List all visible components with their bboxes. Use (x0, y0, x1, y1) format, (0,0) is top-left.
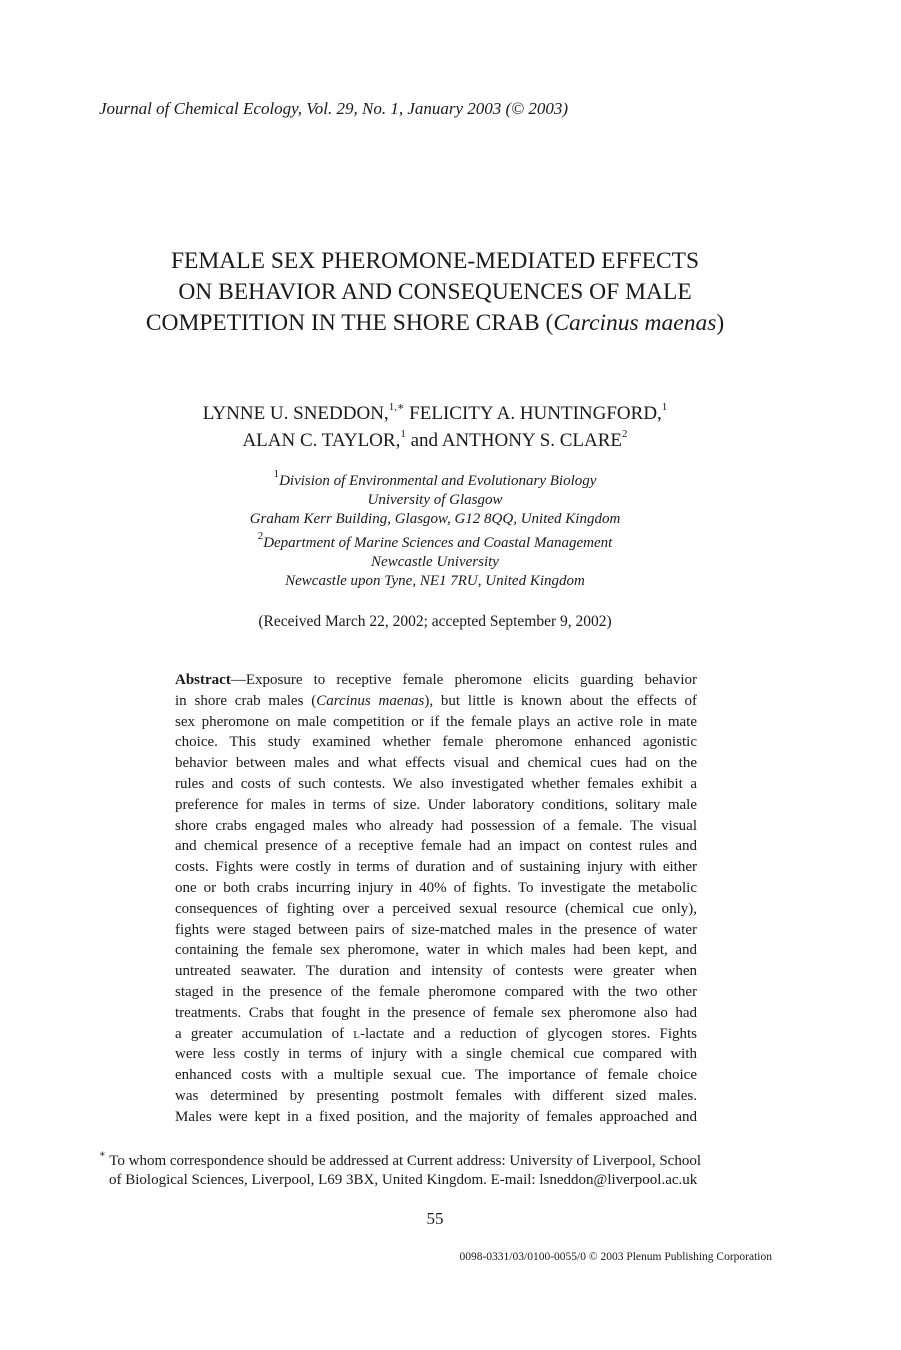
received-dates: (Received March 22, 2002; accepted September 9, 2002) (258, 613, 612, 630)
abstract-line: staged in the presence of the female pheromone compared with the two other (175, 983, 697, 1000)
abstract-line: costs. Fights were costly in terms of duration and of sustaining injury with either (175, 859, 697, 876)
abstract-line: untreated seawater. The duration and intensity of contests were greater when (175, 963, 697, 980)
abstract-line-18c: -lactate and a reduction of glycogen stores. Fights (360, 1025, 698, 1042)
abstract-line: Males were kept in a fixed position, and the majority of females approached and (175, 1108, 697, 1125)
abstract-line: was determined by presenting postmolt females with different sized males. (175, 1087, 697, 1104)
authors-line-2 (100, 427, 770, 454)
footnote-line-1 (99, 1149, 779, 1171)
author-1-affiliation-mark: 1,∗ (388, 400, 405, 413)
title-line-3-suffix: ) (716, 310, 725, 336)
author-list (100, 400, 770, 454)
abstract-line: fights were staged between pairs of size-matched males in the presence of water (175, 921, 697, 938)
affiliation-2-department: Department of Marine Sciences and Coastal Management (263, 535, 613, 551)
affiliation-2-line-2: Newcastle University (371, 554, 499, 570)
title-line-1: FEMALE SEX PHEROMONE-MEDIATED EFFECTS (170, 248, 700, 274)
title-line-3 (100, 308, 770, 339)
abstract-line: containing the female sex pheromone, water in which males had been kept, and (175, 942, 697, 959)
author-3-affiliation-mark: 1 (400, 427, 406, 440)
abstract-line: behavior between males and what effects visual and chemical cues had on the (175, 755, 697, 772)
title-species: Carcinus maenas (553, 310, 717, 336)
footnote-line-2: of Biological Sciences, Liverpool, L69 3BX, United Kingdom. E-mail: lsneddon@liverpool.ac.uk (109, 1172, 698, 1188)
abstract-line (175, 1024, 697, 1045)
abstract-label: Abstract (175, 672, 231, 688)
affiliation-2 (100, 530, 770, 591)
abstract-line-2c: ), but little is known about the effects of (424, 692, 698, 709)
abstract-line-2a: in shore crab males ( (175, 692, 317, 709)
affiliation-2-line-1 (100, 530, 770, 553)
copyright-line: 0098-0331/03/0100-0055/0 © 2003 Plenum Publishing Corporation (459, 1251, 772, 1263)
title-line-3-prefix: COMPETITION IN THE SHORE CRAB ( (145, 310, 554, 336)
abstract-species: Carcinus maenas (316, 692, 425, 709)
correspondence-footnote (99, 1149, 779, 1190)
abstract-line-1-text: —Exposure to receptive female pheromone elicits guarding behavior (230, 672, 697, 688)
title-line-2: ON BEHAVIOR AND CONSEQUENCES OF MALE (178, 279, 692, 305)
author-3-name: ALAN C. TAYLOR, (242, 430, 401, 451)
abstract-line: sex pheromone on male competition or if the female plays an active role in mate (175, 713, 697, 730)
abstract (175, 670, 697, 1128)
affiliation-1-mark: 1 (273, 468, 280, 480)
author-2-affiliation-mark: 1 (661, 400, 668, 413)
abstract-line: enhanced costs with a multiple sexual cue. The importance of female choice (175, 1067, 697, 1084)
affiliation-1-department: Division of Environmental and Evolutionary Biology (279, 473, 597, 489)
footnote-marker: ∗ (99, 1149, 106, 1160)
abstract-line: one or both crabs incurring injury in 40% of fights. To investigate the metabolic (175, 879, 697, 896)
abstract-line (175, 670, 697, 691)
abstract-l-prefix: l (353, 1025, 360, 1042)
paper-title (100, 246, 770, 339)
affiliation-1 (100, 468, 770, 529)
abstract-line: choice. This study examined whether female pheromone enhanced agonistic (175, 734, 697, 751)
affiliation-1-line-1 (100, 468, 770, 491)
abstract-line: were less costly in terms of injury with a single chemical cue compared with (175, 1046, 697, 1063)
abstract-line (175, 691, 697, 712)
footnote-line-1-text: To whom correspondence should be addressed at Current address: University of Liverpool, School (105, 1153, 701, 1169)
page-number: 55 (426, 1209, 444, 1228)
author-4-name: and ANTHONY S. CLARE (410, 430, 623, 451)
author-1-name: LYNNE U. SNEDDON, (202, 403, 389, 424)
abstract-line: and chemical presence of a receptive female had an impact on contest rules and (175, 838, 697, 855)
abstract-line: preference for males in terms of size. Under laboratory conditions, solitary male (175, 796, 697, 813)
affiliation-2-mark: 2 (257, 530, 264, 542)
abstract-line: treatments. Crabs that fought in the presence of female sex pheromone also had (175, 1004, 697, 1021)
affiliation-1-line-3: Graham Kerr Building, Glasgow, G12 8QQ, United Kingdom (249, 511, 621, 527)
abstract-line: shore crabs engaged males who already had possession of a female. The visual (175, 817, 697, 834)
journal-citation: Journal of Chemical Ecology, Vol. 29, No. 1, January 2003 (© 2003) (99, 99, 569, 118)
author-4-affiliation-mark: 2 (622, 427, 628, 440)
abstract-line: consequences of fighting over a perceived sexual resource (chemical cue only), (175, 900, 697, 917)
abstract-line: rules and costs of such contests. We also investigated whether females exhibit a (175, 775, 697, 792)
abstract-line-18a: a greater accumulation of (175, 1025, 354, 1042)
authors-line-1 (100, 400, 770, 427)
affiliation-1-line-2: University of Glasgow (367, 492, 503, 508)
author-2-name: FELICITY A. HUNTINGFORD, (409, 403, 662, 424)
affiliation-2-line-3: Newcastle upon Tyne, NE1 7RU, United Kingdom (285, 573, 585, 589)
